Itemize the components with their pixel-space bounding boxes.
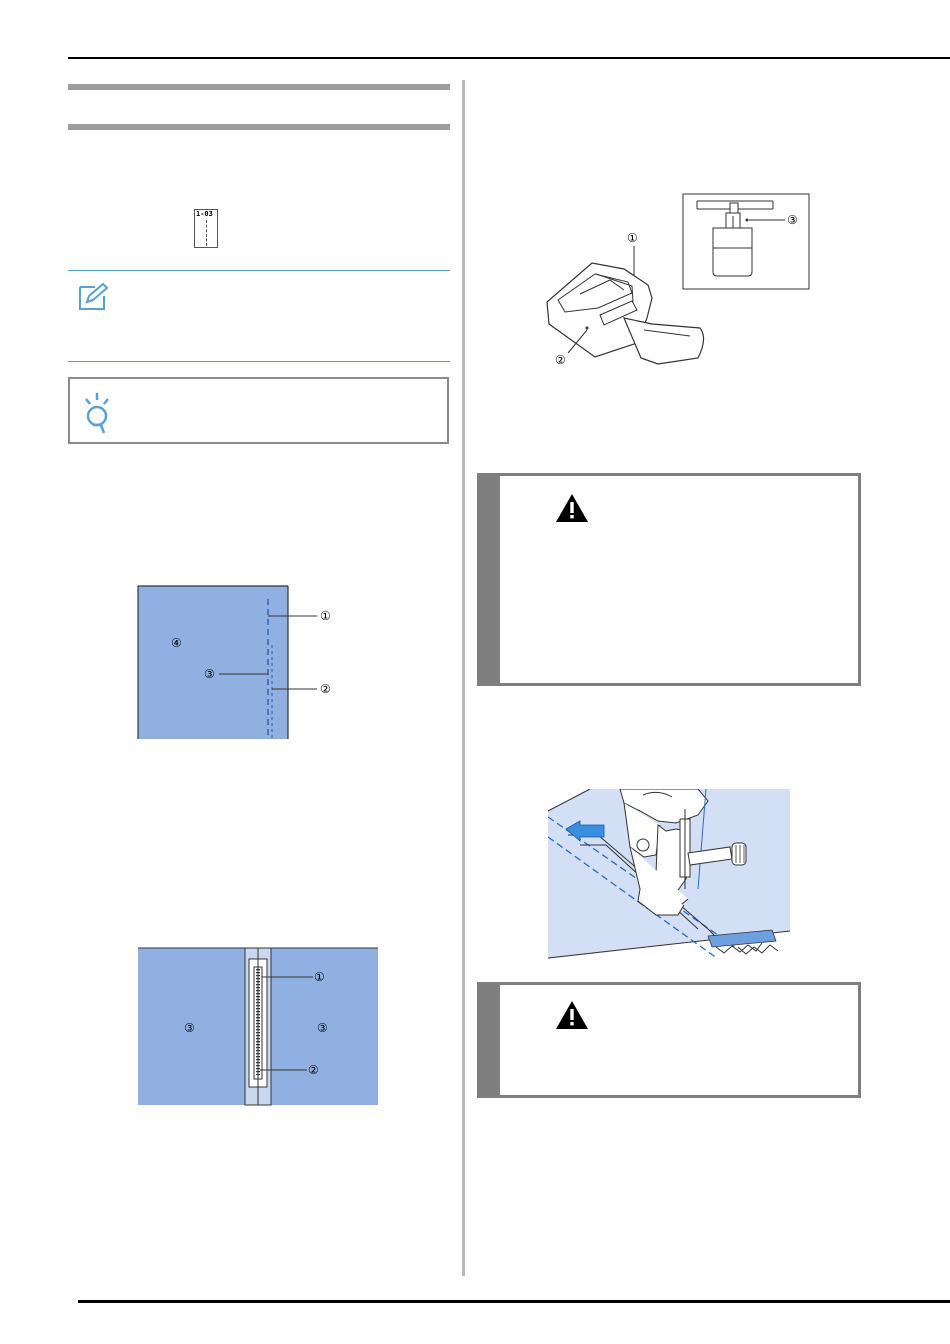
callout-3: ③ <box>204 667 215 681</box>
callout-1: ① <box>320 609 331 623</box>
figure-zipper <box>137 947 379 1112</box>
memo-rule-top <box>68 270 450 271</box>
callout-4: ④ <box>171 636 182 650</box>
figure-presser-foot <box>540 190 820 385</box>
memo-rule-bottom <box>68 361 450 362</box>
callout-2: ② <box>308 1063 319 1077</box>
callout-1: ① <box>627 231 638 245</box>
lightbulb-icon <box>78 391 116 440</box>
memo-pencil-icon <box>77 282 111 317</box>
callout-2: ② <box>555 353 566 367</box>
stitch-line <box>206 220 207 246</box>
callout-3-right: ③ <box>317 1021 328 1035</box>
header-rule <box>68 57 950 59</box>
caution-box-1 <box>477 473 861 686</box>
stitch-pattern-code: 1-03 <box>196 210 213 218</box>
caution-side-bar <box>480 476 500 683</box>
caution-side-bar <box>480 985 500 1095</box>
warning-triangle-icon <box>554 492 590 529</box>
callout-2: ② <box>320 682 331 696</box>
callout-3-left: ③ <box>184 1021 195 1035</box>
column-divider <box>462 80 465 1276</box>
figure-fabric-basting <box>137 585 347 745</box>
stitch-pattern-icon <box>194 209 218 248</box>
note-box <box>68 377 449 444</box>
footer-rule <box>78 1300 950 1303</box>
section-bar-bottom <box>68 124 450 130</box>
caution-box-2 <box>477 982 861 1098</box>
section-bar-top <box>68 84 450 90</box>
warning-triangle-icon <box>554 999 590 1036</box>
callout-3: ③ <box>787 213 798 227</box>
callout-1: ① <box>314 970 325 984</box>
figure-sewing-zipper <box>548 789 790 964</box>
